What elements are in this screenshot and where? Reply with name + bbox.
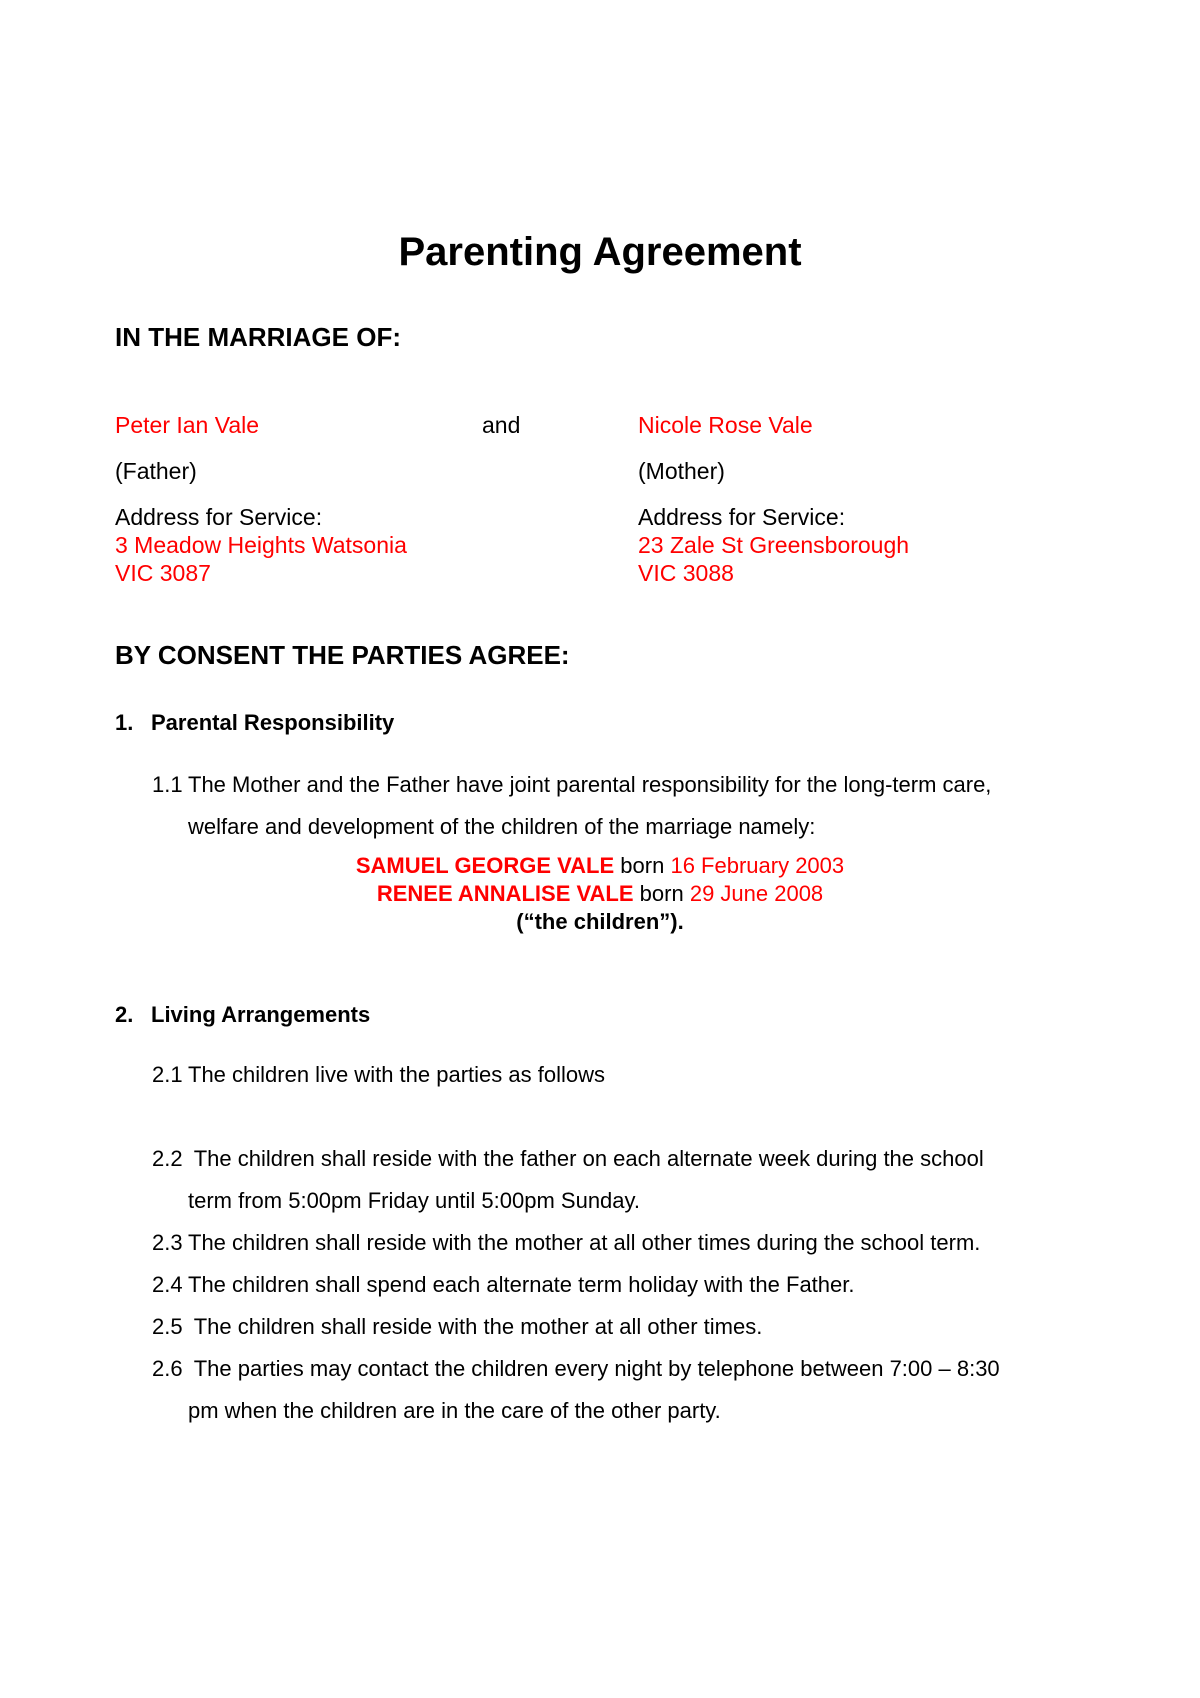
child-1-born: born [620, 853, 665, 878]
clause-2-4-line1: The children shall spend each alternate term holiday with the Father. [188, 1272, 855, 1297]
section-2-title [115, 1002, 370, 1028]
mother-address-label: Address for Service: [638, 504, 846, 530]
clause-1-1 [152, 764, 991, 848]
clause-1-1-line1: The Mother and the Father have joint parental responsibility for the long-term care, [188, 772, 992, 797]
child-1-name: SAMUEL GEORGE VALE [355, 853, 615, 878]
clause-2-2 [152, 1138, 984, 1222]
clause-2-4 [152, 1264, 855, 1306]
clause-2-5 [152, 1306, 762, 1348]
consent-heading: BY CONSENT THE PARTIES AGREE: [115, 640, 570, 670]
father-role: (Father) [115, 458, 197, 484]
clause-2-5-line1: The children shall reside with the mother at all other times. [188, 1314, 763, 1339]
clause-2-6-line1: The parties may contact the children every night by telephone between 7:00 – 8:30 [188, 1356, 1000, 1381]
father-address-label: Address for Service: [115, 504, 323, 530]
conjunction-and: and [482, 412, 521, 438]
clause-2-6-number: 2.6 [152, 1356, 183, 1381]
mother-block [638, 411, 909, 587]
clause-2-2-line1: The children shall reside with the father on each alternate week during the school [188, 1146, 984, 1171]
children-label: (“the children”). [516, 909, 684, 934]
section-1-number: 1. [115, 710, 134, 735]
child-2-name: RENEE ANNALISE VALE [376, 881, 634, 906]
father-block [115, 411, 407, 587]
child-1 [0, 852, 1200, 880]
father-address-line2: VIC 3087 [115, 560, 211, 586]
section-2-number: 2. [115, 1002, 134, 1027]
child-1-date: 16 February 2003 [670, 853, 845, 878]
clause-2-6 [152, 1348, 1000, 1432]
section-2-label: Living Arrangements [151, 1002, 371, 1027]
clause-2-4-number: 2.4 [152, 1272, 183, 1297]
child-2 [0, 880, 1200, 908]
clause-2-1-line1: The children live with the parties as follows [188, 1062, 605, 1087]
child-2-born: born [639, 881, 684, 906]
clause-1-1-number: 1.1 [152, 772, 183, 797]
section-1-title [115, 710, 394, 736]
marriage-heading: IN THE MARRIAGE OF: [115, 322, 401, 352]
mother-role: (Mother) [638, 458, 725, 484]
mother-address-line1: 23 Zale St Greensborough [638, 532, 910, 558]
clause-2-1-number: 2.1 [152, 1062, 183, 1087]
clause-2-5-number: 2.5 [152, 1314, 183, 1339]
child-2-date: 29 June 2008 [689, 881, 824, 906]
mother-name: Nicole Rose Vale [638, 412, 813, 438]
father-name: Peter Ian Vale [115, 412, 260, 438]
mother-address-line2: VIC 3088 [638, 560, 734, 586]
clause-2-3-number: 2.3 [152, 1230, 183, 1255]
clause-2-2-number: 2.2 [152, 1146, 183, 1171]
clause-2-6-line2: pm when the children are in the care of the other party. [188, 1398, 721, 1423]
clause-2-3 [152, 1222, 980, 1264]
document-title: Parenting Agreement [398, 230, 802, 274]
section-1-label: Parental Responsibility [151, 710, 395, 735]
clause-2-2-line2: term from 5:00pm Friday until 5:00pm Sunday. [188, 1188, 641, 1213]
father-address-line1: 3 Meadow Heights Watsonia [115, 532, 407, 558]
children-list [0, 852, 1200, 936]
clause-2-1 [152, 1054, 605, 1096]
clause-2-3-line1: The children shall reside with the mother at all other times during the school term. [188, 1230, 981, 1255]
clause-1-1-line2: welfare and development of the children of the marriage namely: [188, 814, 816, 839]
